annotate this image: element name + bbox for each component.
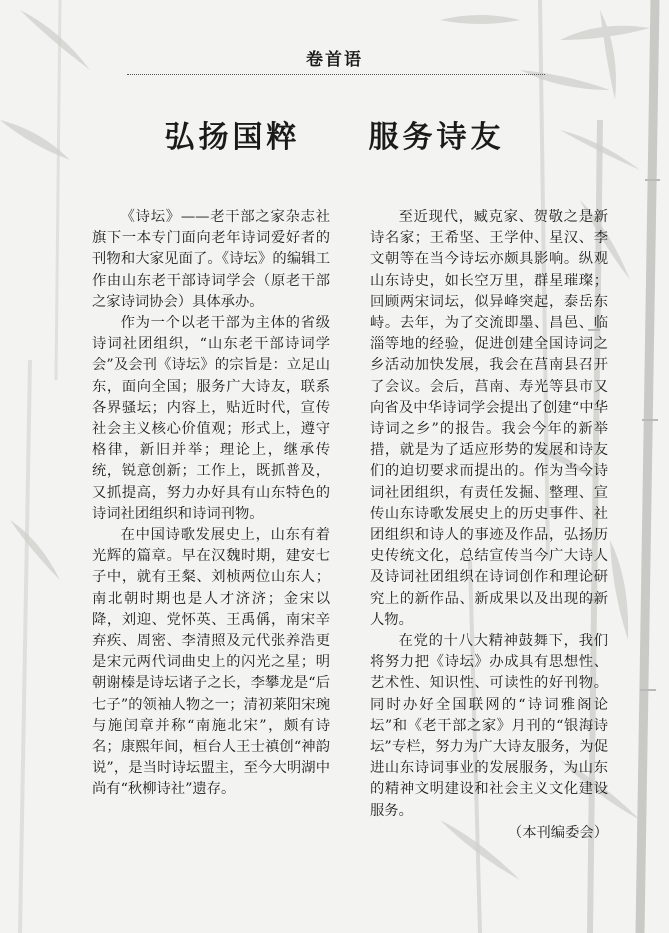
- page-title: 弘扬国粹 服务诗友: [164, 120, 505, 155]
- left-column: [92, 207, 330, 801]
- dotted-divider: [127, 74, 545, 75]
- section-title: 卷首语: [306, 50, 363, 70]
- paragraph: 在中国诗歌发展史上，山东有着光辉的篇章。早在汉魏时期，建安七子中，就有王粲、刘桢两位山东人；南北朝时期也是人才济济；金宋以降，刘迎、党怀英、王禹偁，南宋辛弃疾、周密、李清照及元代张养浩更是宋元两代词曲史上的闪光之星；明朝谢榛是诗坛诸子之长，李攀龙是“后七子”的领袖人物之一；清初莱阳宋琬与施闰章并称“南施北宋”，颇有诗名；康熙年间，桓台人王士禛创“神韵说”，是当时诗坛盟主，至今大明湖中尚有“秋柳诗社”遗存。: [92, 527, 330, 798]
- paragraph: 作为一个以老干部为主体的省级诗词社团组织，“山东老干部诗词学会”及会刊《诗坛》的宗旨是：立足山东，面向全国；服务广大诗友，联系各界骚坛；内容上，贴近时代，宣传社会主义核心价值观；形式上，遵守格律，新旧并举；理论上，继承传统，锐意创新；工作上，既抓普及，又抓提高，努力办好具有山东特色的诗词社团组织和诗词刊物。: [92, 315, 330, 522]
- signature: （本刊编委会）: [507, 824, 608, 841]
- paragraph: 《诗坛》——老干部之家杂志社旗下一本专门面向老年诗词爱好者的刊物和大家见面了。《诗坛》的编辑工作由山东老干部诗词学会（原老干部之家诗词协会）具体承办。: [92, 209, 330, 310]
- right-column: [370, 207, 608, 844]
- paragraph: 在党的十八大精神鼓舞下，我们将努力把《诗坛》办成具有思想性、艺术性、知识性、可读性的好刊物。同时办好全国联网的“诗词雅阁论坛”和《老干部之家》月刊的“银海诗坛”专栏，努力为广大诗友服务，为促进山东诗词事业的发展服务，为山东的精神文明建设和社会主义文化建设服务。: [370, 633, 608, 819]
- paragraph: 至近现代，臧克家、贺敬之是新诗名家；王希坚、王学仲、星汉、李文朝等在当今诗坛亦颇具影响。纵观山东诗史，如长空万里，群星璀璨；回顾两宋词坛，似异峰突起，泰岳东峙。去年，为了交流即墨、昌邑、临淄等地的经验，促进创建全国诗词之乡活动加快发展，我会在莒南县召开了会议。会后，莒南、寿光等县市又向省及中华诗词学会提出了创建“中华诗词之乡”的报告。我会今年的新举措，就是为了适应形势的发展和诗友们的迫切要求而提出的。作为当今诗词社团组织，有责任发掘、整理、宣传山东诗歌发展史上的历史事件、社团组织和诗人的事迹及作品，弘扬历史传统文化，总结宣传当今广大诗人及诗词社团组织在诗词创作和理论研究上的新作品、新成果以及出现的新人物。: [370, 209, 608, 628]
